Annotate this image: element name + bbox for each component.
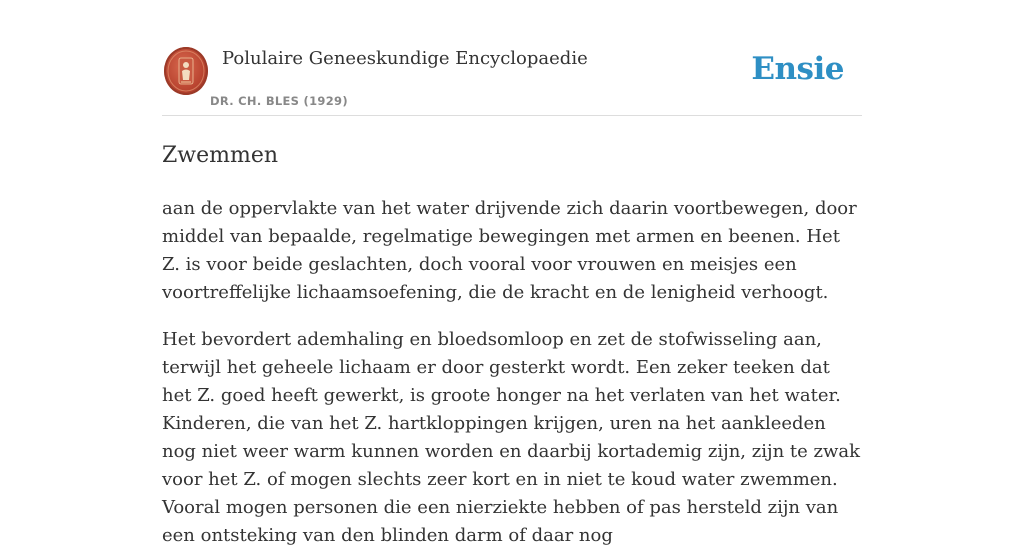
entry-title: Zwemmen (162, 143, 279, 168)
header (162, 0, 862, 116)
page (162, 0, 862, 550)
book-title[interactable]: Polulaire Geneeskundige Encyclopaedie (222, 48, 588, 69)
book-emblem-icon[interactable] (164, 47, 208, 95)
brand-logo[interactable]: Ensie (751, 51, 844, 87)
entry-paragraph: Het bevordert ademhaling en bloedsomloop en zet de stofwisseling aan, terwijl het geheele lichaam er door gesterkt wordt. Een zeker teeken dat het Z. goed heeft gewerkt, is groote honger na het verlaten van het water. Kinderen, die van het Z. hartkloppingen krijgen, uren na het aankleeden nog niet weer warm kunnen worden en daarbij kortademig zijn, zijn te zwak voor het Z. of mogen slechts zeer kort en in niet te koud water zwemmen. Vooral mogen personen die een nierziekte hebben of pas hersteld zijn van een ontsteking van den blinden darm of daar nog (162, 329, 861, 546)
entry-body (162, 195, 862, 550)
entry-paragraph: aan de oppervlakte van het water drijvende zich daarin voortbewegen, door middel van bepaalde, regelmatige bewegingen met armen en beenen. Het Z. is voor beide geslachten, doch vooral voor vrouwen en meisjes een voortreffelijke lichaamsoefening, die de kracht en de lenigheid verhoogt. (162, 198, 857, 303)
book-author: DR. CH. BLES (1929) (210, 94, 348, 108)
